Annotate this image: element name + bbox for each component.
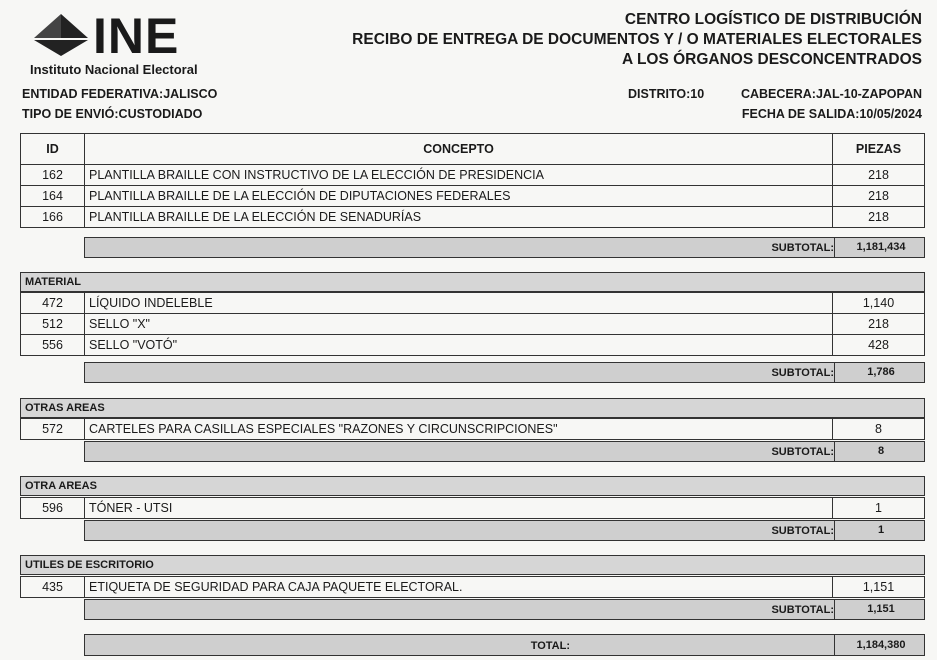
row-id: 166 [21,207,85,228]
row-concepto: SELLO "VOTÓ" [85,335,833,356]
row-id: 556 [21,335,85,356]
header-line-1: CENTRO LOGÍSTICO DE DISTRIBUCIÓN [624,11,922,28]
row-piezas: 1,151 [833,577,925,598]
subtotal-value: 1,786 [834,363,927,382]
section-title-otras-areas: OTRAS AREAS [20,398,925,418]
material-subtotal-row [84,362,925,383]
row-piezas: 1 [833,498,925,519]
row-piezas: 428 [833,335,925,356]
column-header-id: ID [21,134,85,165]
table-row [21,577,925,598]
row-concepto: SELLO "X" [85,314,833,335]
table-row [21,314,925,335]
logo-wordmark: INE [93,8,180,64]
utiles-table [20,576,925,598]
section-title-utiles: UTILES DE ESCRITORIO [20,555,925,575]
table-row [21,293,925,314]
total-label: TOTAL: [530,640,570,652]
row-concepto: PLANTILLA BRAILLE DE LA ELECCIÓN DE DIPUTACIONES FEDERALES [85,186,833,207]
documentos-table [20,133,925,228]
cabecera: CABECERA:JAL-10-ZAPOPAN [740,87,922,101]
subtotal-value: 1,181,434 [834,238,927,257]
header-line-2: RECIBO DE ENTREGA DE DOCUMENTOS Y / O MATERIALES ELECTORALES [352,31,922,48]
row-concepto: PLANTILLA BRAILLE CON INSTRUCTIVO DE LA ELECCIÓN DE PRESIDENCIA [85,165,833,186]
row-piezas: 218 [833,207,925,228]
column-header-piezas: PIEZAS [833,134,925,165]
row-piezas: 8 [833,419,925,440]
subtotal-value: 1,151 [834,600,927,619]
row-id: 572 [21,419,85,440]
otra-areas-subtotal-row [84,520,925,541]
total-value: 1,184,380 [834,635,927,655]
table-row [21,335,925,356]
subtotal-label: SUBTOTAL: [771,446,834,458]
table-row [21,186,925,207]
subtotal-value: 1 [834,521,927,540]
row-piezas: 218 [833,186,925,207]
otras-areas-table [20,418,925,440]
table-row [21,498,925,519]
subtotal-label: SUBTOTAL: [771,525,834,537]
row-concepto: PLANTILLA BRAILLE DE LA ELECCIÓN DE SENADURÍAS [85,207,833,228]
subtotal-label: SUBTOTAL: [771,242,834,254]
row-id: 472 [21,293,85,314]
row-id: 596 [21,498,85,519]
total-row [84,634,925,656]
row-id: 512 [21,314,85,335]
otra-areas-table [20,497,925,519]
fecha-salida: FECHA DE SALIDA:10/05/2024 [741,107,922,121]
entidad-federativa: ENTIDAD FEDERATIVA:JALISCO [22,87,218,101]
otras-areas-subtotal-row [84,441,925,462]
row-id: 162 [21,165,85,186]
material-table [20,292,925,356]
utiles-subtotal-row [84,599,925,620]
documentos-subtotal-row [84,237,925,258]
section-title-material: MATERIAL [20,272,925,292]
column-header-concepto: CONCEPTO [85,134,833,165]
table-row [21,419,925,440]
row-piezas: 1,140 [833,293,925,314]
table-row [21,207,925,228]
section-title-otra-areas: OTRA AREAS [20,476,925,496]
distrito: DISTRITO:10 [628,87,705,101]
row-concepto: CARTELES PARA CASILLAS ESPECIALES "RAZONES Y CIRCUNSCRIPCIONES" [85,419,833,440]
row-piezas: 218 [833,165,925,186]
document-header [352,10,922,70]
subtotal-label: SUBTOTAL: [771,604,834,616]
row-concepto: ETIQUETA DE SEGURIDAD PARA CAJA PAQUETE ELECTORAL. [85,577,833,598]
row-piezas: 218 [833,314,925,335]
ine-logo-mark-icon [30,12,92,58]
header-line-3: A LOS ÓRGANOS DESCONCENTRADOS [622,51,922,68]
row-id: 435 [21,577,85,598]
row-concepto: TÓNER - UTSI [85,498,833,519]
table-header-row [21,134,925,165]
subtotal-value: 8 [834,442,927,461]
logo-subtitle: Instituto Nacional Electoral [30,62,198,77]
row-id: 164 [21,186,85,207]
table-row [21,165,925,186]
tipo-envio: TIPO DE ENVIÓ:CUSTODIADO [22,107,203,121]
subtotal-label: SUBTOTAL: [771,367,834,379]
row-concepto: LÍQUIDO INDELEBLE [85,293,833,314]
